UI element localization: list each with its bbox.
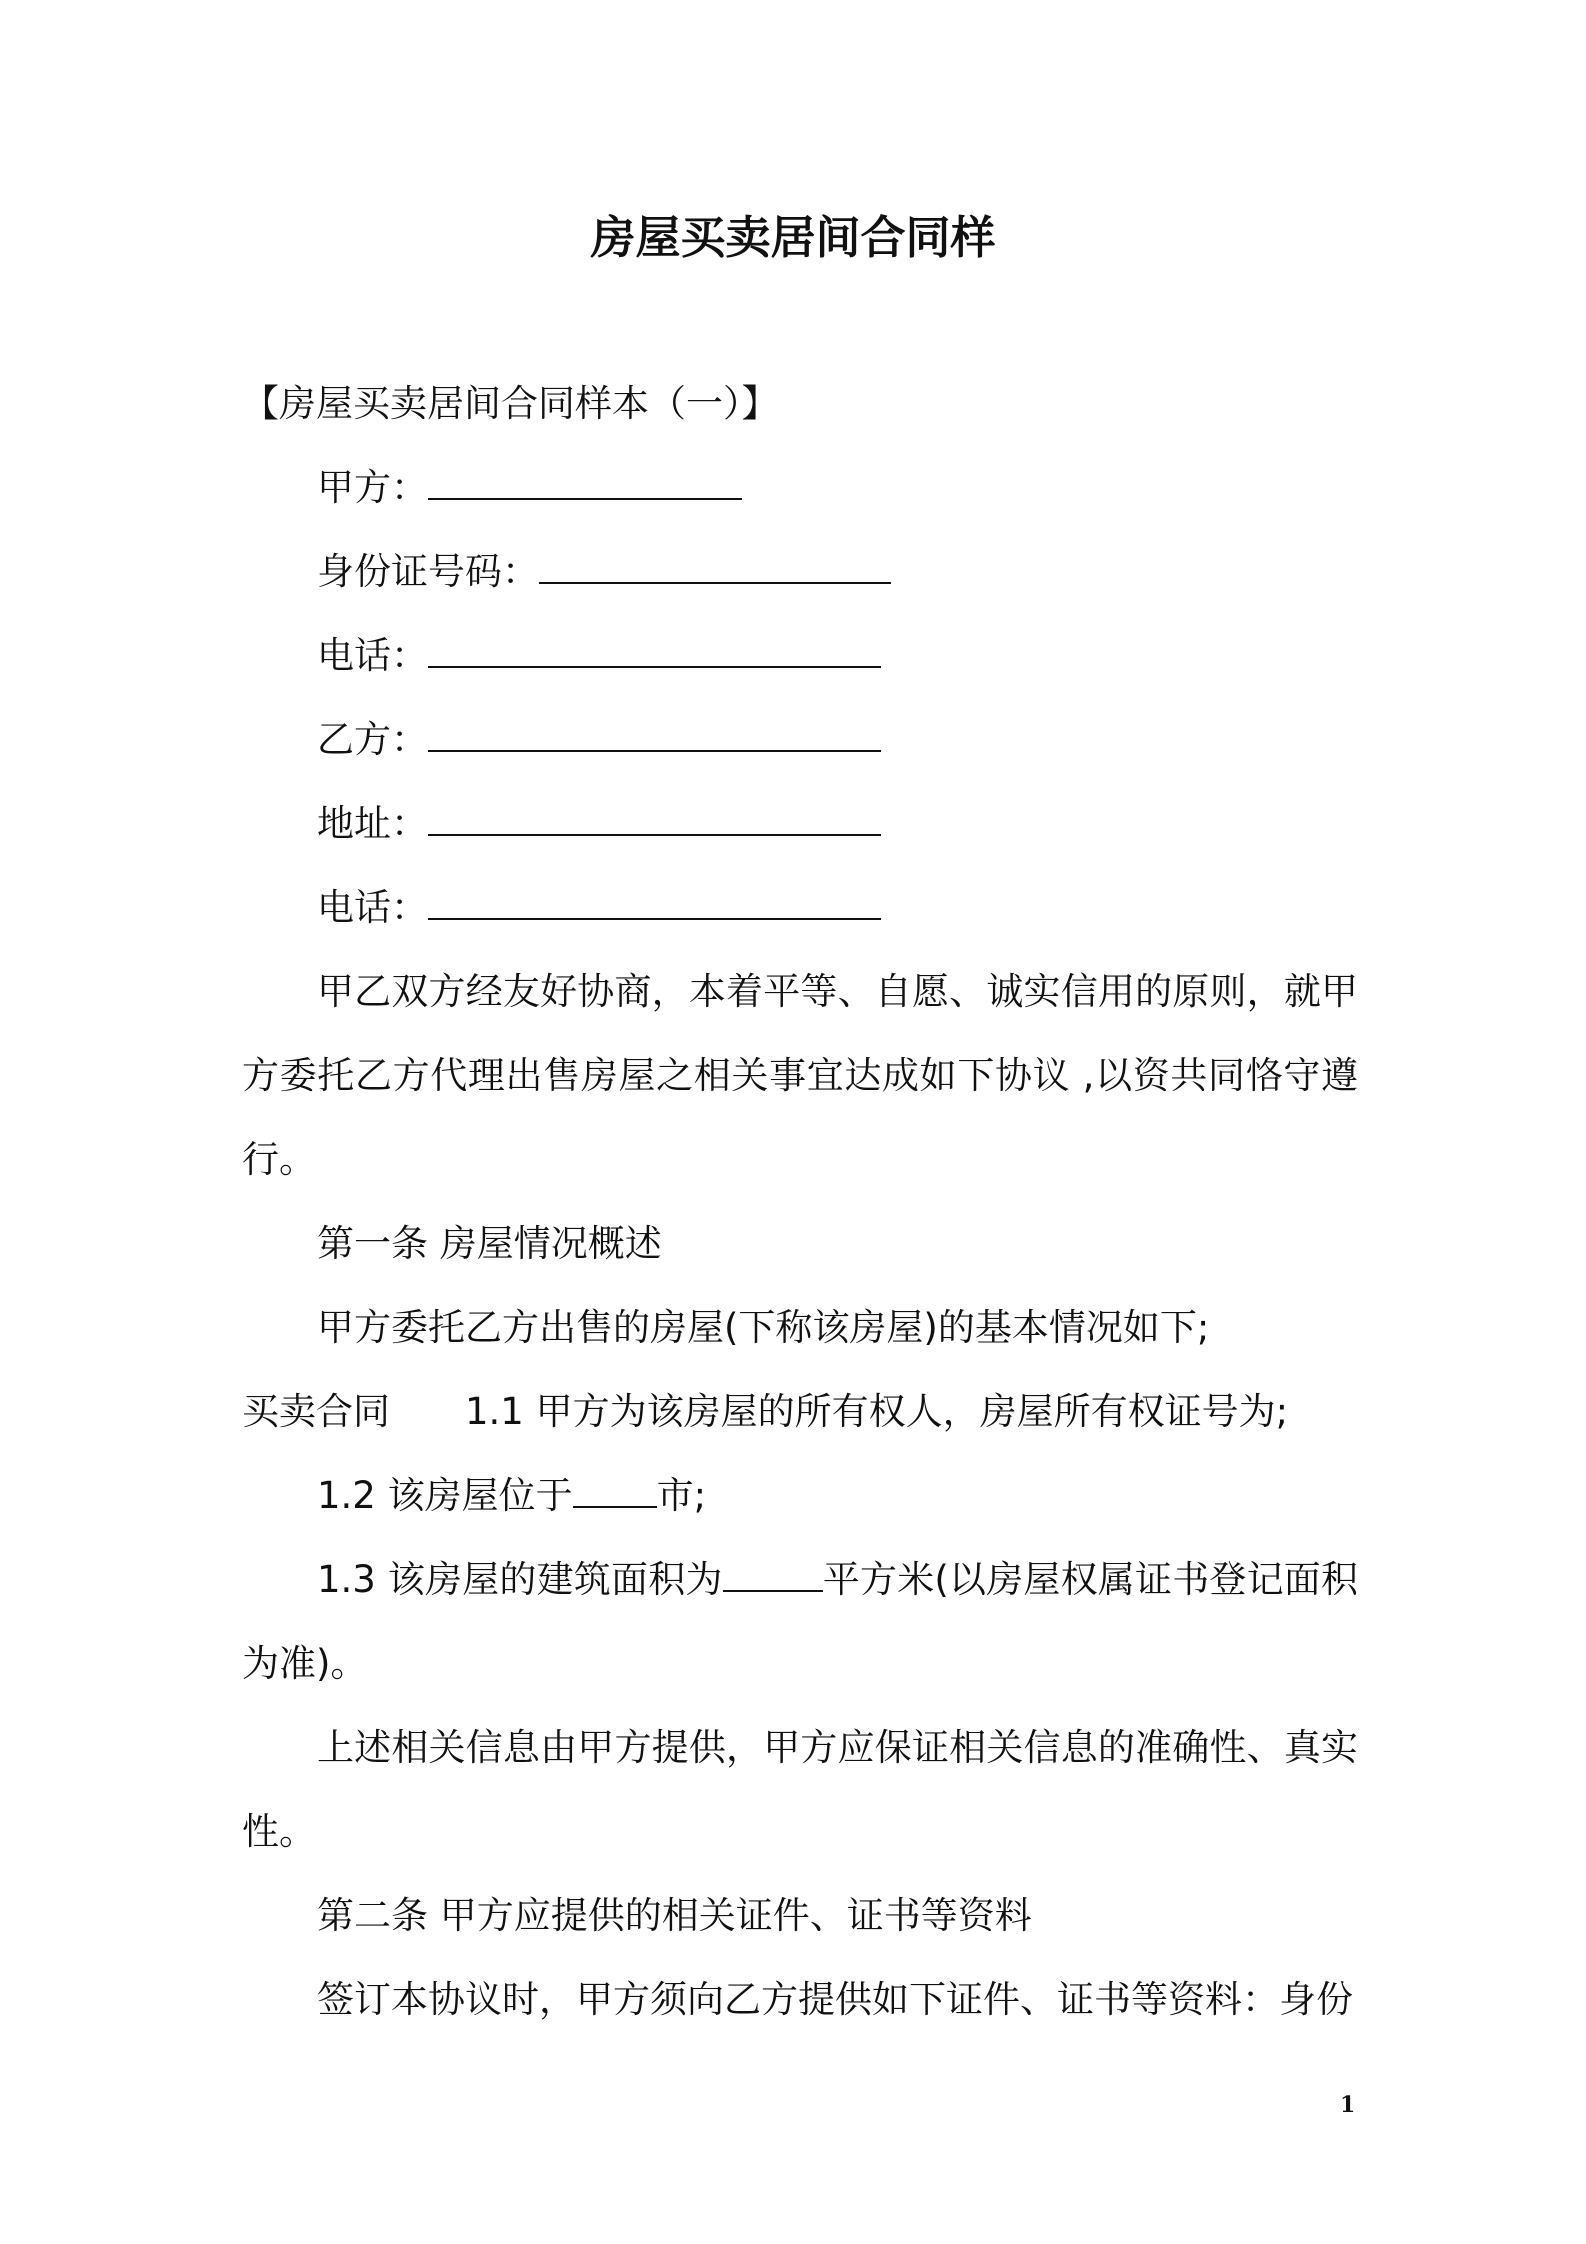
field-phone-a — [242, 614, 1358, 698]
item-1-1-line — [242, 1370, 1358, 1454]
field-label: 电话： — [317, 886, 428, 929]
field-label: 电话： — [317, 634, 428, 677]
item-text: 1.2 该房屋位于 — [317, 1474, 573, 1517]
article-1-intro: 甲方委托乙方出售的房屋(下称该房屋)的基本情况如下; — [317, 1306, 1210, 1349]
blank-line — [428, 468, 742, 500]
field-phone-b — [242, 866, 1358, 950]
field-label: 甲方： — [317, 466, 428, 509]
field-id-number — [242, 530, 1358, 614]
blank-line — [428, 720, 881, 752]
item-1-1: 1.1 甲方为该房屋的所有权人，房屋所有权证号为; — [465, 1390, 1289, 1433]
blank-line — [573, 1476, 657, 1508]
field-label: 乙方： — [317, 718, 428, 761]
document-title: 房屋买卖居间合同样 — [590, 211, 996, 264]
item-1-2 — [242, 1454, 1358, 1538]
field-label: 地址： — [317, 802, 428, 845]
blank-line — [723, 1560, 823, 1592]
item-text: 平方米(以房屋权属证书登记面积为准)。 — [242, 1558, 1358, 1685]
article-1-title: 第一条 房屋情况概述 — [317, 1222, 662, 1265]
page-number: 1 — [1340, 2092, 1356, 2118]
item-text: 市; — [656, 1474, 707, 1517]
section-heading: 【房屋买卖居间合同样本（一）】 — [242, 382, 779, 425]
article-2-text: 签订本协议时，甲方须向乙方提供如下证件、证书等资料：身份 — [317, 1978, 1353, 2021]
blank-line — [428, 888, 881, 920]
intro-paragraph: 甲乙双方经友好协商，本着平等、自愿、诚实信用的原则，就甲方委托乙方代理出售房屋之相关事宜达成如下协议 ,以资共同恪守遵行。 — [242, 970, 1358, 1181]
blank-line — [428, 804, 881, 836]
item-1-3 — [242, 1538, 1358, 1706]
field-party-a — [242, 446, 1358, 530]
field-label: 身份证号码： — [317, 550, 539, 593]
article-2-title: 第二条 甲方应提供的相关证件、证书等资料 — [317, 1894, 1032, 1937]
margin-note: 买卖合同 — [242, 1390, 390, 1433]
item-text: 1.3 该房屋的建筑面积为 — [317, 1558, 723, 1601]
field-address — [242, 782, 1358, 866]
field-party-b — [242, 698, 1358, 782]
blank-line — [539, 552, 891, 584]
info-statement: 上述相关信息由甲方提供，甲方应保证相关信息的准确性、真实性。 — [242, 1726, 1358, 1853]
blank-line — [428, 636, 881, 668]
document-body — [242, 362, 1358, 2042]
